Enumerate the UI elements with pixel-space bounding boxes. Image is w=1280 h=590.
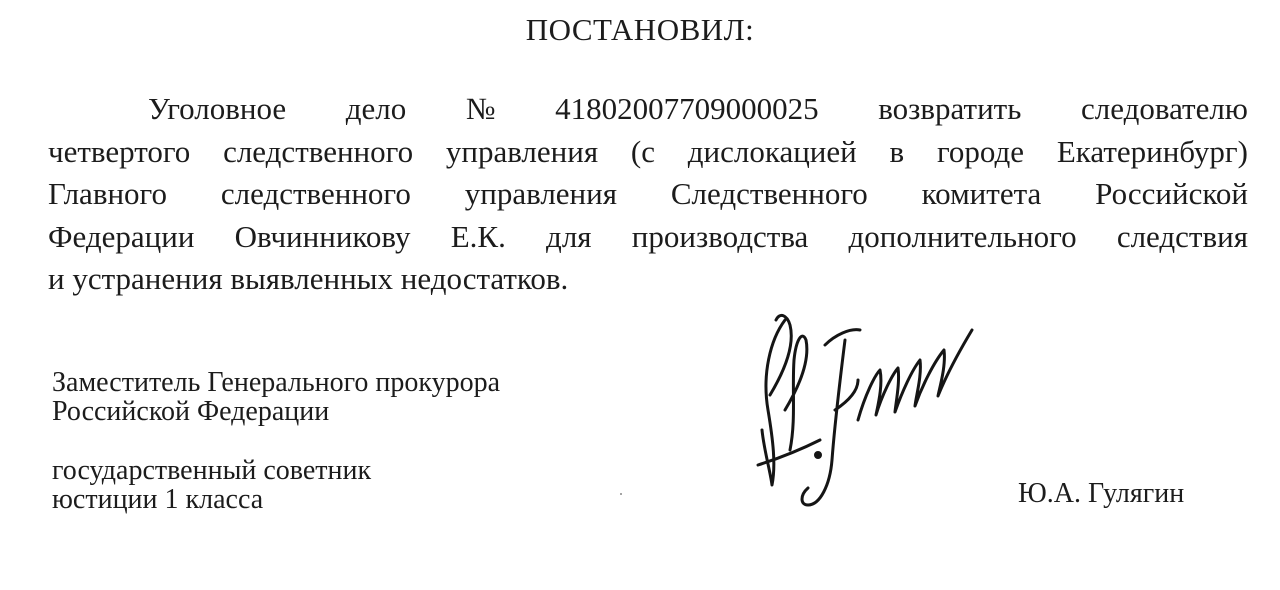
decision-line-5: и устранения выявленных недостатков. <box>48 261 569 296</box>
signatory-position <box>52 368 500 426</box>
word: комитета <box>921 176 1042 211</box>
word: Главного <box>48 176 167 211</box>
word: следственного <box>220 176 411 211</box>
decision-paragraph <box>48 88 1248 301</box>
word: следствия <box>1116 218 1248 254</box>
word: Российской <box>1095 176 1248 211</box>
decision-heading: ПОСТАНОВИЛ: <box>525 12 755 47</box>
word: следователю <box>1080 91 1248 126</box>
signatory-name: Ю.А. Гулягин <box>1018 478 1185 509</box>
decision-line-1 <box>48 88 1248 131</box>
word: дислокацией <box>687 133 857 169</box>
word: (с <box>630 133 655 169</box>
word: четвертого <box>48 133 191 169</box>
word: управления <box>464 176 617 211</box>
word: дополнительного <box>848 218 1077 254</box>
word: следственного <box>223 133 414 169</box>
decision-line-3 <box>48 173 1248 216</box>
decision-line-4 <box>48 216 1248 259</box>
word: дело <box>345 91 407 126</box>
decision-line-2 <box>48 131 1248 174</box>
position-line-2: Российской Федерации <box>52 396 330 427</box>
word: в <box>889 133 905 169</box>
word: Екатеринбург) <box>1056 133 1248 169</box>
word: № <box>465 91 496 126</box>
word: возвратить <box>878 91 1022 126</box>
rank-line-1: государственный советник <box>52 455 372 486</box>
scan-speck <box>620 493 622 495</box>
word: управления <box>445 133 599 169</box>
word: производства <box>631 218 809 254</box>
word: Е.К. <box>450 218 506 254</box>
word: для <box>546 218 592 254</box>
handwritten-signature <box>740 300 990 530</box>
word: Федерации <box>48 218 195 254</box>
word: Следственного <box>670 176 868 211</box>
rank-line-2: юстиции 1 класса <box>52 484 264 515</box>
word: Уголовное <box>148 91 287 126</box>
signatory-rank <box>52 456 371 514</box>
position-line-1: Заместитель Генерального прокурора <box>52 367 501 398</box>
word: Овчинникову <box>234 218 411 254</box>
word: городе <box>936 133 1025 169</box>
case-number: 41802007709000025 <box>555 91 819 126</box>
